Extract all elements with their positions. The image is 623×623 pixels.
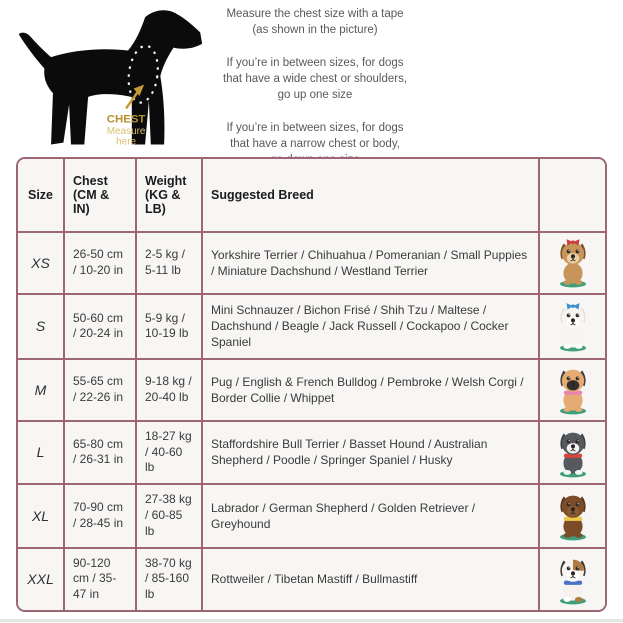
table-row (18, 548, 605, 610)
header-size: Size (18, 159, 64, 232)
chest-label: CHEST (106, 113, 146, 126)
measure-label-line2: here (116, 136, 137, 148)
size-chart-table (18, 159, 605, 610)
header-suggested-breed: Suggested Breed (202, 159, 539, 232)
breed-icon-cell (539, 548, 605, 610)
size-table-body (18, 232, 605, 610)
instructions-text (210, 0, 420, 155)
weight-cell: 18-27 kg / 40-60 lb (136, 421, 202, 485)
instruction-paragraph: If you’re in between sizes, for dogs that have a narrow chest or body, (226, 121, 404, 150)
size-cell: S (18, 294, 64, 359)
breed-icon-cell (539, 421, 605, 485)
maltese-dog-icon (550, 301, 596, 352)
breed-cell: Pug / English & French Bulldog / Pembroke / Welsh Corgi / Border Collie / Whippet (202, 359, 539, 421)
size-cell: L (18, 421, 64, 485)
breed-icon-cell (539, 294, 605, 359)
weight-cell: 27-38 kg / 60-85 lb (136, 484, 202, 548)
size-cell: XL (18, 484, 64, 548)
chest-cell: 65-80 cm / 26-31 in (64, 421, 136, 485)
weight-cell: 38-70 kg / 85-160 lb (136, 548, 202, 610)
breed-cell: Yorkshire Terrier / Chihuahua / Pomeranian / Small Puppies / Miniature Dachshund / Westland Terrier (202, 232, 539, 294)
size-chart-table-wrap (16, 157, 607, 612)
breed-cell: Staffordshire Bull Terrier / Basset Hound / Australian Shepherd / Poodle / Springer Spaniel / Husky (202, 421, 539, 485)
size-cell: XXL (18, 548, 64, 610)
table-row (18, 232, 605, 294)
pug-dog-icon (550, 364, 596, 415)
table-row (18, 484, 605, 548)
dog-measurement-figure (0, 0, 210, 155)
dog-silhouette-icon (14, 2, 204, 154)
chest-cell: 50-60 cm / 20-24 in (64, 294, 136, 359)
breed-cell: Labrador / German Shepherd / Golden Retriever / Greyhound (202, 484, 539, 548)
yorkshire-terrier-dog-icon (550, 237, 596, 288)
chest-cell: 26-50 cm / 10-20 in (64, 232, 136, 294)
weight-cell: 5-9 kg / 10-19 lb (136, 294, 202, 359)
bottom-edge-divider (0, 619, 623, 622)
husky-dog-icon (550, 427, 596, 478)
breed-cell: Rottweiler / Tibetan Mastiff / Bullmastiff (202, 548, 539, 610)
saint-bernard-dog-icon (550, 554, 596, 605)
header-weight: Weight (KG & LB) (136, 159, 202, 232)
header-chest: Chest (CM & IN) (64, 159, 136, 232)
breed-icon-cell (539, 359, 605, 421)
instruction-paragraph: If you’re in between sizes, for dogs that have a wide chest or shoulders, go up one size (222, 56, 408, 102)
chest-cell: 55-65 cm / 22-26 in (64, 359, 136, 421)
breed-cell: Mini Schnauzer / Bichon Frisé / Shih Tzu / Maltese / Dachshund / Beagle / Jack Russell / Cockapoo / Cocker Spaniel (202, 294, 539, 359)
size-cell: XS (18, 232, 64, 294)
size-cell: M (18, 359, 64, 421)
measure-label-line1: Measure (106, 126, 146, 138)
table-header-row (18, 159, 605, 232)
table-row (18, 294, 605, 359)
header-breed-image (539, 159, 605, 232)
table-row (18, 421, 605, 485)
weight-cell: 2-5 kg / 5-11 lb (136, 232, 202, 294)
weight-cell: 9-18 kg / 20-40 lb (136, 359, 202, 421)
table-row (18, 359, 605, 421)
breed-icon-cell (539, 232, 605, 294)
instruction-paragraph: Measure the chest size with a tape (as shown in the picture) (226, 8, 404, 37)
chest-cell: 70-90 cm / 28-45 in (64, 484, 136, 548)
breed-icon-cell (539, 484, 605, 548)
labrador-dog-icon (550, 490, 596, 541)
measure-instructions-section (0, 0, 623, 155)
chest-cell: 90-120 cm / 35-47 in (64, 548, 136, 610)
